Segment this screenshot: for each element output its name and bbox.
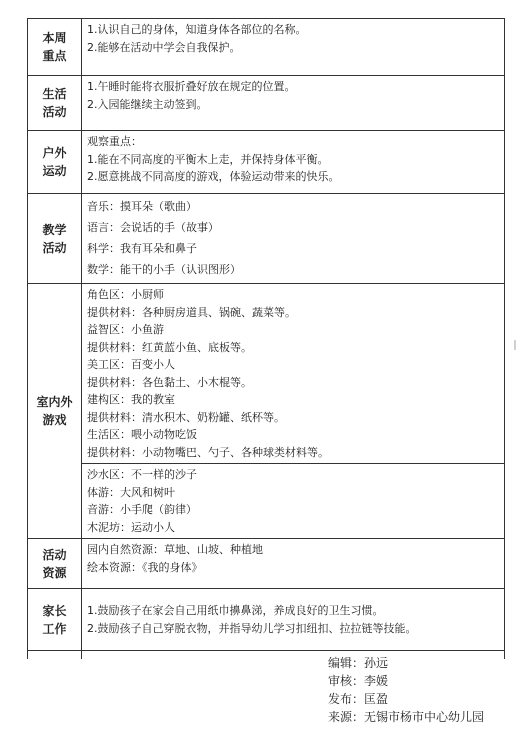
- row-resources: [28, 539, 505, 589]
- content-line: 提供材料：各种厨房道具、锅碗、蔬菜等。: [87, 305, 296, 319]
- label-weekly-focus: [28, 19, 82, 76]
- label-games: [28, 284, 82, 539]
- row-weekly-focus: [28, 19, 505, 76]
- tail-cell-left: [28, 651, 82, 659]
- content-daily-life: [82, 76, 505, 131]
- content-line: 1.认识自己的身体，知道身体各部位的名称。: [87, 23, 307, 36]
- label-line: 户外: [42, 146, 67, 160]
- row-games-1: [28, 284, 505, 464]
- content-line: 1.能在不同高度的平衡木上走，并保持身体平衡。: [87, 152, 329, 166]
- content-resources: [82, 539, 505, 589]
- label-outdoor-exercise: [28, 131, 82, 194]
- label-line: 工作: [42, 621, 67, 636]
- content-line: 2.入园能继续主动签到。: [87, 97, 208, 111]
- content-parents: [82, 589, 505, 651]
- label-line: 室内外: [36, 395, 73, 409]
- edge-marker: [514, 340, 516, 350]
- content-line: 科学：我有耳朵和鼻子: [87, 242, 197, 255]
- content-line: 体游：大风和树叶: [87, 485, 175, 499]
- content-teaching: [82, 194, 505, 284]
- row-daily-life: [28, 76, 505, 131]
- content-outdoor-exercise: [82, 131, 505, 194]
- content-line: 音乐：摸耳朵（歌曲）: [87, 200, 197, 213]
- content-line: 提供材料：小动物嘴巴、勺子、各种球类材料等。: [87, 445, 329, 459]
- content-games-indoor: [82, 284, 505, 464]
- content-line: 1.午睡时能将衣服折叠好放在规定的位置。: [87, 80, 296, 93]
- content-line: 提供材料：清水积木、奶粉罐、纸杯等。: [87, 410, 285, 424]
- credit-editor: 编辑：孙远: [328, 656, 389, 670]
- label-line: 资源: [42, 565, 67, 580]
- content-line: 2.愿意挑战不同高度的游戏，体验运动带来的快乐。: [87, 170, 340, 183]
- row-games-2: [28, 464, 505, 539]
- row-teaching: [28, 194, 505, 284]
- label-line: 教学: [42, 222, 67, 237]
- content-line: 益智区：小鱼游: [87, 323, 164, 336]
- content-line: 绘本资源：《我的身体》: [87, 560, 203, 574]
- label-line: 运动: [42, 164, 67, 178]
- content-line: 生活区：喂小动物吃饭: [87, 428, 197, 441]
- content-line: 园内自然资源：草地、山坡、种植地: [87, 543, 263, 556]
- label-resources: [28, 539, 82, 589]
- label-line: 游戏: [42, 413, 67, 427]
- label-line: 活动: [42, 547, 67, 562]
- label-line: 本周: [42, 31, 67, 45]
- content-line: 建构区：我的教室: [87, 393, 175, 406]
- content-line: 角色区：小厨师: [87, 288, 164, 301]
- content-games-outdoor: [82, 464, 505, 539]
- row-outdoor-exercise: [28, 131, 505, 194]
- content-line: 提供材料：红黄蓝小鱼、底板等。: [87, 340, 252, 354]
- content-line: 音游：小手爬（韵律）: [87, 503, 197, 516]
- row-parents: [28, 589, 505, 651]
- label-line: 活动: [42, 105, 67, 119]
- content-line: 观察重点：: [87, 135, 142, 148]
- content-line: 语言：会说话的手（故事）: [87, 221, 219, 234]
- content-weekly-focus: [82, 19, 505, 76]
- weekly-plan-table: [27, 18, 505, 659]
- label-line: 生活: [42, 87, 67, 101]
- content-line: 沙水区：不一样的沙子: [87, 468, 197, 481]
- label-line: 重点: [42, 49, 67, 63]
- content-line: 2.鼓励孩子自己穿脱衣物，并指导幼儿学习扣纽扣、拉拉链等技能。: [87, 621, 417, 635]
- credit-publisher: 发布：匡盈: [328, 692, 389, 706]
- label-teaching: [28, 194, 82, 284]
- content-line: 美工区：百变小人: [87, 358, 175, 371]
- label-line: 活动: [42, 240, 67, 255]
- content-line: 木泥坊：运动小人: [87, 520, 175, 534]
- content-line: 1.鼓励孩子在家会自己用纸巾擤鼻涕，养成良好的卫生习惯。: [87, 604, 384, 617]
- label-daily-life: [28, 76, 82, 131]
- credit-source: 来源：无锡市杨市中心幼儿园: [328, 710, 485, 724]
- content-line: 数学：能干的小手（认识图形）: [87, 263, 241, 276]
- credits: [328, 654, 484, 726]
- label-parents: [28, 589, 82, 651]
- content-line: 提供材料：各色黏土、小木棍等。: [87, 375, 252, 389]
- content-line: 2.能够在活动中学会自我保护。: [87, 40, 241, 54]
- credit-reviewer: 审核：李媛: [328, 674, 389, 688]
- label-line: 家长: [42, 603, 67, 618]
